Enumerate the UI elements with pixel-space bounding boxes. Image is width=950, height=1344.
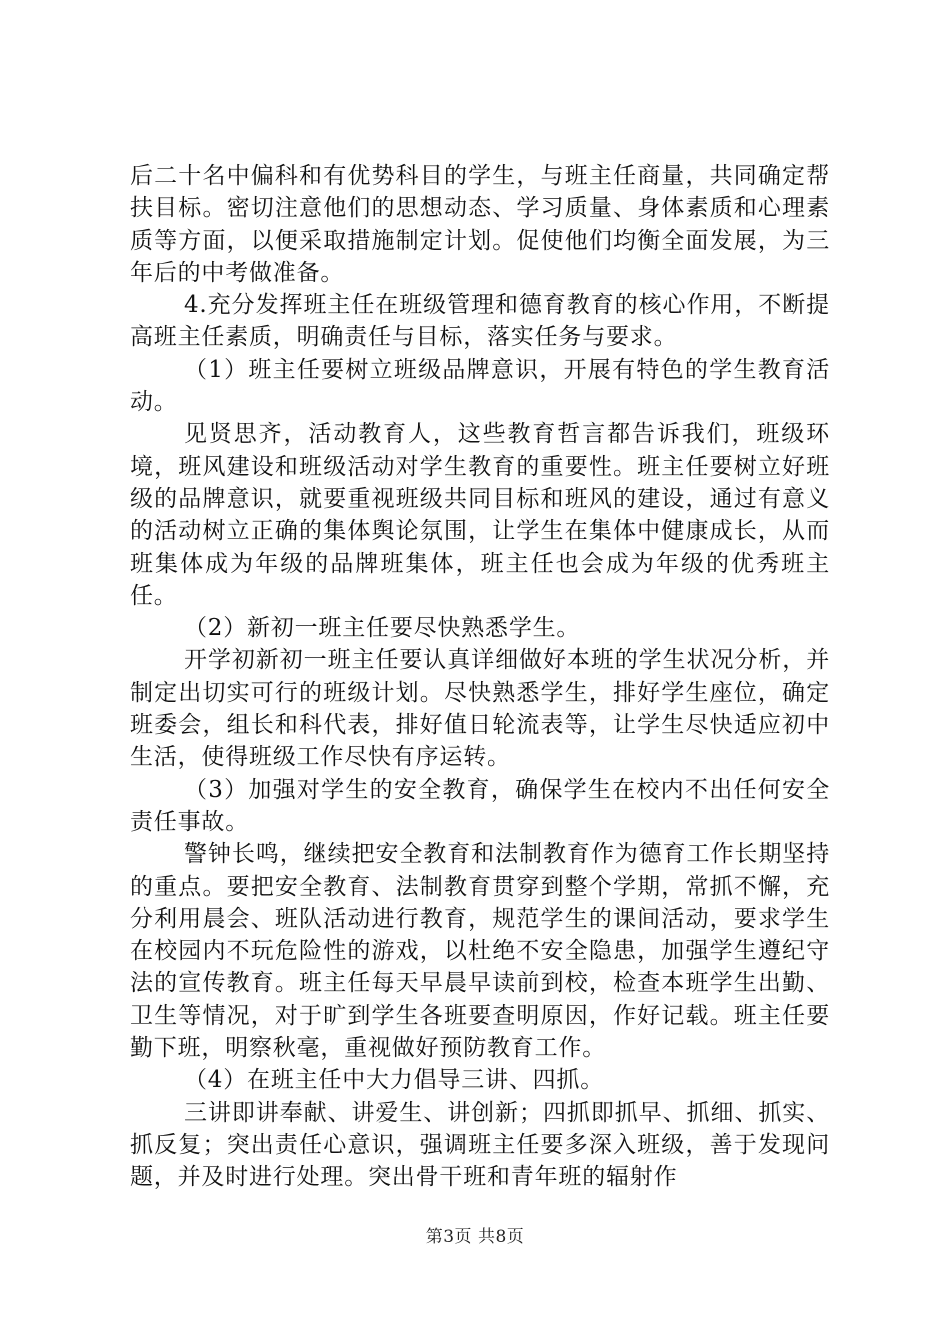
paragraph-1: 后二十名中偏科和有优势科目的学生，与班主任商量，共同确定帮扶目标。密切注意他们的思想动态、学习质量、身体素质和心理素质等方面，以便采取措施制定计划。促使他们均衡全面发展，为三年后的中考做准备。 (130, 163, 830, 286)
paragraph-2: 4.充分发挥班主任在班级管理和德育教育的核心作用，不断提高班主任素质，明确责任与目标，落实任务与要求。 (130, 292, 830, 351)
paragraph-10: 三讲即讲奉献、讲爱生、讲创新；四抓即抓早、抓细、抓实、抓反复；突出责任心意识，强调班主任要多深入班级，善于发现问题，并及时进行处理。突出骨干班和青年班的辐射作 (130, 1099, 830, 1191)
paragraph-4: 见贤思齐，活动教育人，这些教育哲言都告诉我们，班级环境，班风建设和班级活动对学生教育的重要性。班主任要树立好班级的品牌意识，就要重视班级共同目标和班风的建设，通过有意义的活动树立正确的集体舆论氛围，让学生在集体中健康成长，从而班集体成为年级的品牌班集体，班主任也会成为年级的优秀班主任。 (130, 421, 830, 609)
document-body (130, 160, 830, 1194)
paragraph-8: 警钟长鸣，继续把安全教育和法制教育作为德育工作长期坚持的重点。要把安全教育、法制教育贯穿到整个学期，常抓不懈，充分利用晨会、班队活动进行教育，规范学生的课间活动，要求学生在校园内不玩危险性的游戏，以杜绝不安全隐患，加强学生遵纪守法的宣传教育。班主任每天早晨早读前到校，检查本班学生出勤、卫生等情况，对于旷到学生各班要查明原因，作好记载。班主任要勤下班，明察秋毫，重视做好预防教育工作。 (130, 841, 830, 1062)
page-number-footer: 第3页 共8页 (425, 1227, 525, 1247)
paragraph-6: 开学初新初一班主任要认真详细做好本班的学生状况分析，并制定出切实可行的班级计划。尽快熟悉学生，排好学生座位，确定班委会，组长和科代表，排好值日轮流表等，让学生尽快适应初中生活，使得班级工作尽快有序运转。 (130, 647, 830, 771)
paragraph-7: （3）加强对学生的安全教育，确保学生在校内不出任何安全责任事故。 (130, 776, 830, 835)
paragraph-5: （2）新初一班主任要尽快熟悉学生。 (184, 615, 581, 642)
paragraph-9: （4）在班主任中大力倡导三讲、四抓。 (184, 1067, 605, 1094)
paragraph-3: （1）班主任要树立班级品牌意识，开展有特色的学生教育活动。 (130, 356, 830, 416)
